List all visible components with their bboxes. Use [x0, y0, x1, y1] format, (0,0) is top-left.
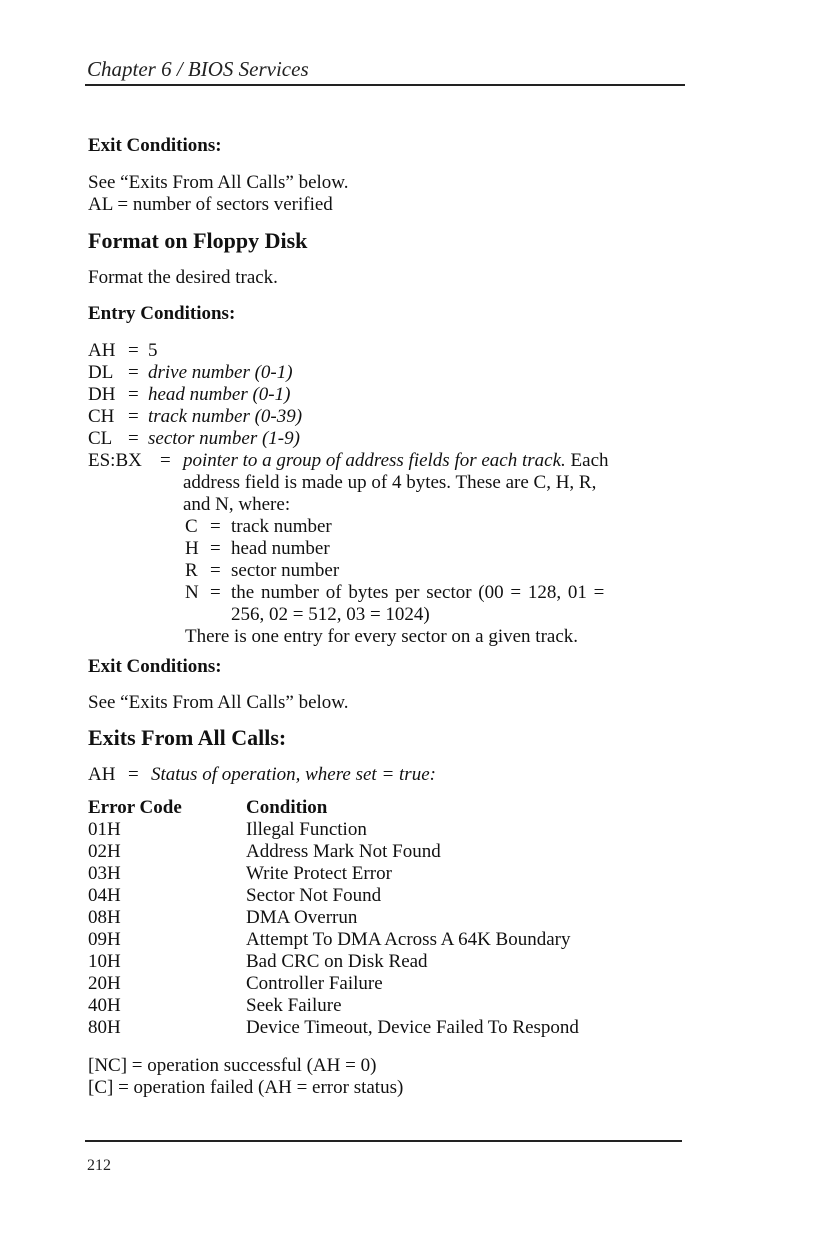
equals-sign: = — [128, 340, 139, 361]
section-heading-entry-conditions: Entry Conditions: — [88, 303, 236, 324]
section-heading-exit-conditions: Exit Conditions: — [88, 656, 222, 677]
esbx-pointer-desc: pointer to a group of address fields for each track. — [183, 450, 566, 471]
status-description: Status of operation, where set = true: — [151, 764, 436, 785]
body-text: address field is made up of 4 bytes. These are C, H, R, — [183, 472, 597, 493]
table-cell-condition: Sector Not Found — [246, 885, 382, 906]
section-title-exits-all-calls: Exits From All Calls: — [88, 725, 287, 750]
table-header-error-code: Error Code — [88, 797, 182, 818]
header-rule — [85, 84, 685, 86]
register-value: 5 — [148, 340, 158, 361]
table-cell-code: 80H — [88, 1017, 121, 1038]
table-cell-code: 10H — [88, 951, 121, 972]
field-value: head number — [231, 538, 330, 559]
body-text: AL = number of sectors verified — [88, 194, 333, 215]
register-value: track number (0-39) — [148, 406, 303, 427]
table-cell-code: 40H — [88, 995, 121, 1016]
register-label: ES:BX — [88, 450, 142, 471]
field-label: H — [185, 538, 199, 559]
field-label: C — [185, 516, 198, 537]
body-text: See “Exits From All Calls” below. — [88, 172, 349, 193]
table-cell-condition: Seek Failure — [246, 995, 342, 1016]
flag-c-line: [C] = operation failed (AH = error status) — [88, 1077, 404, 1098]
page-number: 212 — [87, 1157, 111, 1174]
register-value: head number (0-1) — [148, 384, 291, 405]
register-label: AH — [88, 764, 116, 785]
table-cell-condition: Illegal Function — [246, 819, 367, 840]
body-text: and N, where: — [183, 494, 291, 515]
body-text: There is one entry for every sector on a given track. — [185, 626, 579, 647]
field-value: track number — [231, 516, 332, 537]
equals-sign: = — [210, 516, 221, 537]
flag-nc-line: [NC] = operation successful (AH = 0) — [88, 1055, 377, 1076]
equals-sign: = — [210, 560, 221, 581]
table-header-condition: Condition — [246, 797, 328, 818]
equals-sign: = — [128, 428, 139, 449]
section-heading-exit-conditions: Exit Conditions: — [88, 135, 222, 156]
equals-sign: = — [128, 406, 139, 427]
body-text: Format the desired track. — [88, 267, 278, 288]
register-value: drive number (0-1) — [148, 362, 293, 383]
field-value-continued: 256, 02 = 512, 03 = 1024) — [231, 604, 430, 625]
register-label: AH — [88, 340, 116, 361]
table-cell-condition: Controller Failure — [246, 973, 383, 994]
table-cell-code: 08H — [88, 907, 121, 928]
table-cell-condition: Address Mark Not Found — [246, 841, 441, 862]
equals-sign: = — [128, 362, 139, 383]
running-head: Chapter 6 / BIOS Services — [87, 57, 309, 81]
field-value: the number of bytes per sector (00 = 128, 01 = — [231, 582, 605, 603]
equals-sign: = — [210, 582, 221, 603]
table-cell-code: 02H — [88, 841, 121, 862]
field-label: R — [185, 560, 198, 581]
table-cell-condition: Device Timeout, Device Failed To Respond — [246, 1017, 579, 1038]
field-value: sector number — [231, 560, 340, 581]
register-value — [183, 450, 609, 472]
register-label: CH — [88, 406, 115, 427]
table-cell-code: 04H — [88, 885, 121, 906]
body-text: See “Exits From All Calls” below. — [88, 692, 349, 713]
equals-sign: = — [210, 538, 221, 559]
table-cell-condition: Attempt To DMA Across A 64K Boundary — [246, 929, 571, 950]
register-label: CL — [88, 428, 113, 449]
table-cell-code: 01H — [88, 819, 121, 840]
esbx-tail: Each — [565, 450, 609, 471]
table-cell-code: 03H — [88, 863, 121, 884]
table-cell-condition: DMA Overrun — [246, 907, 358, 928]
equals-sign: = — [128, 764, 139, 785]
equals-sign: = — [160, 450, 171, 471]
footer-rule — [85, 1140, 682, 1142]
table-cell-code: 09H — [88, 929, 121, 950]
field-label: N — [185, 582, 199, 603]
register-value: sector number (1-9) — [148, 428, 300, 449]
register-label: DH — [88, 384, 116, 405]
section-title-format-floppy: Format on Floppy Disk — [88, 228, 308, 253]
register-label: DL — [88, 362, 114, 383]
table-cell-code: 20H — [88, 973, 121, 994]
equals-sign: = — [128, 384, 139, 405]
table-cell-condition: Write Protect Error — [246, 863, 392, 884]
table-cell-condition: Bad CRC on Disk Read — [246, 951, 428, 972]
